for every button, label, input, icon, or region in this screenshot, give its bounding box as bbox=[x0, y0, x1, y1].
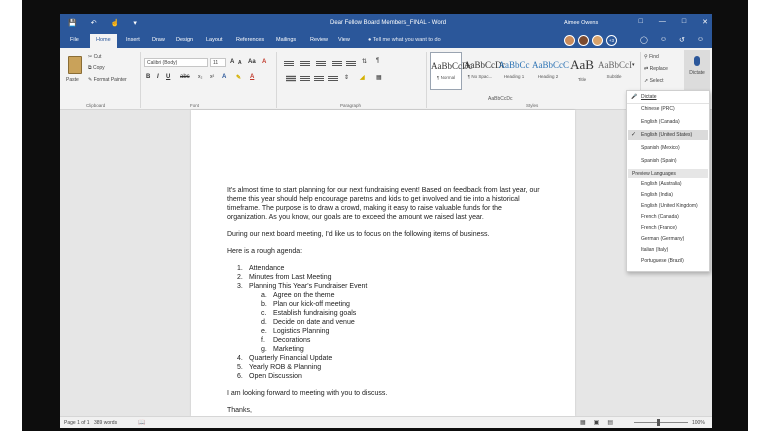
paste-button[interactable]: Paste bbox=[66, 77, 79, 83]
text-effects-icon[interactable]: A bbox=[222, 74, 227, 80]
replace-label: Replace bbox=[649, 66, 668, 72]
more-coauthors-badge[interactable]: +3 bbox=[606, 35, 617, 46]
tab-design[interactable]: Design bbox=[176, 37, 194, 43]
tab-file[interactable]: File bbox=[70, 37, 79, 43]
style-title[interactable] bbox=[566, 52, 598, 90]
list-item[interactable] bbox=[227, 363, 541, 372]
cursor-icon: ➚ bbox=[644, 78, 650, 84]
menu-item-language[interactable]: Spanish (Spain) bbox=[641, 158, 677, 164]
list-item[interactable] bbox=[227, 327, 541, 336]
menu-item-dictate[interactable]: Dictate bbox=[641, 94, 657, 100]
replace-button[interactable] bbox=[644, 66, 668, 72]
grow-font-icon[interactable]: A bbox=[230, 59, 235, 65]
menu-item-preview-language[interactable]: French (France) bbox=[641, 225, 677, 231]
list-number: b. bbox=[261, 301, 267, 308]
list-number: 6. bbox=[237, 373, 243, 380]
web-layout-icon[interactable]: ▤ bbox=[607, 420, 614, 426]
list-text: Marketing bbox=[273, 346, 304, 353]
menu-item-preview-language[interactable]: English (Australia) bbox=[641, 181, 682, 187]
close-icon[interactable]: ✕ bbox=[702, 19, 708, 26]
paragraph[interactable]: I am looking forward to meeting with you to discuss. bbox=[227, 390, 388, 397]
group-separator bbox=[276, 52, 277, 108]
list-text: Establish fundraising goals bbox=[273, 310, 357, 317]
format-painter-label: Format Painter bbox=[93, 77, 127, 83]
group-label-clipboard: Clipboard bbox=[86, 103, 106, 108]
select-button[interactable] bbox=[644, 78, 664, 84]
list-text: Planning This Year's Fundraiser Event bbox=[249, 283, 368, 290]
list-text: Attendance bbox=[249, 265, 285, 272]
menu-divider bbox=[627, 103, 709, 104]
strikethrough-icon[interactable]: abc bbox=[180, 74, 190, 80]
shading-icon[interactable]: ◢ bbox=[360, 75, 365, 81]
view-buttons bbox=[580, 419, 613, 426]
menu-item-preview-language[interactable]: English (United Kingdom) bbox=[641, 203, 698, 209]
list-number: 2. bbox=[237, 274, 243, 281]
style-sample: AaBbCcDc bbox=[464, 60, 506, 70]
sort-icon[interactable]: ⇅ bbox=[362, 59, 368, 65]
coauthor-avatar[interactable] bbox=[592, 35, 603, 46]
group-label-paragraph: Paragraph bbox=[340, 103, 362, 108]
print-layout-icon[interactable]: ▣ bbox=[593, 420, 600, 426]
list-text: Plan our kick-off meeting bbox=[273, 301, 350, 308]
list-text: Open Discussion bbox=[249, 373, 302, 380]
list-item[interactable] bbox=[227, 345, 541, 354]
document-area[interactable] bbox=[60, 110, 712, 416]
zoom-slider[interactable] bbox=[634, 422, 688, 423]
increase-indent-icon[interactable] bbox=[346, 60, 356, 67]
group-separator bbox=[140, 52, 141, 108]
status-bar bbox=[60, 416, 712, 428]
paragraph[interactable]: During our next board meeting, I'd like us to focus on the following items of business. bbox=[227, 231, 490, 238]
style-sample: AaBbCcDc bbox=[431, 61, 473, 71]
style-sample: AaBbCcI bbox=[598, 60, 632, 70]
style-no-spacing[interactable] bbox=[464, 52, 506, 90]
brush-icon: ✎ bbox=[88, 77, 94, 83]
tab-draw[interactable]: Draw bbox=[152, 37, 165, 43]
coauthor-avatar[interactable] bbox=[578, 35, 589, 46]
touch-mode-icon[interactable]: ☝ bbox=[110, 20, 120, 27]
menu-item-preview-language[interactable]: Italian (Italy) bbox=[641, 247, 669, 253]
show-marks-icon[interactable]: ¶ bbox=[376, 58, 380, 64]
replace-icon: ⇄ bbox=[644, 66, 650, 72]
style-name: Heading 2 bbox=[537, 74, 559, 79]
tab-view[interactable]: View bbox=[338, 37, 350, 43]
list-number: d. bbox=[261, 319, 267, 326]
font-size-dropdown[interactable]: 11 bbox=[210, 58, 226, 67]
maximize-icon[interactable]: □ bbox=[681, 18, 687, 25]
style-subtitle[interactable] bbox=[598, 52, 630, 90]
tell-me-box[interactable] bbox=[368, 37, 441, 43]
feedback-icon[interactable]: ☺ bbox=[696, 36, 704, 43]
tab-review[interactable]: Review bbox=[310, 37, 329, 43]
copy-label: Copy bbox=[92, 65, 105, 71]
copy-button[interactable] bbox=[88, 65, 105, 71]
menu-item-preview-language[interactable]: English (India) bbox=[641, 192, 673, 198]
tab-bar-actions bbox=[640, 36, 704, 44]
menu-item-preview-language[interactable]: French (Canada) bbox=[641, 214, 679, 220]
lightbulb-icon: ● bbox=[368, 37, 373, 43]
proofing-icon[interactable]: 📖 bbox=[138, 420, 146, 426]
list-text: Decide on date and venue bbox=[273, 319, 355, 326]
find-button[interactable] bbox=[644, 54, 659, 60]
subscript-icon[interactable]: x₂ bbox=[198, 74, 203, 80]
window-controls bbox=[639, 18, 708, 26]
group-separator bbox=[426, 52, 427, 108]
decrease-indent-icon[interactable] bbox=[332, 60, 342, 67]
dictate-language-menu bbox=[626, 90, 710, 272]
paragraph[interactable]: It's almost time to start planning for our next fundraising event! Based on feedback from last year, our theme this year should help encourage paretns and kids to get involved and tie into a historical timeframe. The purpose is to draw a crowd, making it easy to raise valuable funds for the organization. As you know, our goals are to exceed the amount we raised last year. bbox=[227, 187, 540, 221]
list-text: Yearly ROB & Planning bbox=[249, 364, 322, 371]
read-mode-icon[interactable]: ▦ bbox=[580, 420, 586, 426]
style-name: Heading 1 bbox=[503, 74, 525, 79]
dictate-label: Dictate bbox=[689, 70, 705, 76]
list-text: Logistics Planning bbox=[273, 328, 330, 335]
font-name-dropdown[interactable]: Calibri (Body) bbox=[144, 58, 208, 67]
group-label-font: Font bbox=[190, 103, 200, 108]
multilevel-list-icon[interactable] bbox=[316, 60, 326, 67]
history-icon[interactable]: ↺ bbox=[678, 37, 685, 44]
share-icon[interactable]: ☺ bbox=[659, 36, 667, 43]
list-number: 1. bbox=[237, 265, 243, 272]
cut-label: Cut bbox=[93, 54, 102, 60]
save-icon[interactable]: 💾 bbox=[68, 20, 77, 27]
clear-formatting-icon[interactable]: A bbox=[262, 59, 267, 65]
list-item[interactable] bbox=[227, 264, 541, 273]
menu-section-header: Preview Languages bbox=[628, 169, 708, 178]
copy-icon: ⧉ bbox=[88, 65, 93, 71]
tab-insert[interactable]: Insert bbox=[126, 37, 140, 43]
menu-item-preview-language[interactable]: Portuguese (Brazil) bbox=[641, 258, 684, 264]
select-label: Select bbox=[649, 78, 664, 84]
style-name: Subtitle bbox=[606, 74, 622, 79]
format-painter-button[interactable] bbox=[88, 77, 127, 83]
menu-item-language[interactable]: Chinese (PRC) bbox=[641, 106, 675, 112]
style-heading-1[interactable] bbox=[498, 52, 530, 90]
justify-icon[interactable] bbox=[328, 75, 338, 82]
document-page[interactable] bbox=[191, 110, 575, 416]
style-sample: AaBbCc bbox=[498, 60, 530, 70]
list-item[interactable] bbox=[227, 273, 541, 282]
list-number: f. bbox=[261, 337, 265, 344]
menu-item-language[interactable]: English (Canada) bbox=[641, 119, 680, 125]
list-number: 3. bbox=[237, 283, 243, 290]
checkmark-icon: ✓ bbox=[631, 132, 637, 138]
change-case-icon[interactable]: Aa bbox=[248, 59, 256, 65]
tell-me-text: Tell me what you want to do bbox=[372, 37, 441, 43]
list-number: 5. bbox=[237, 364, 243, 371]
highlight-icon[interactable]: ✎ bbox=[236, 75, 242, 81]
style-sample: AaBbCcC bbox=[532, 60, 569, 70]
closing-line[interactable]: Thanks, bbox=[227, 407, 252, 414]
search-icon: ⚲ bbox=[644, 54, 650, 60]
list-number: g. bbox=[261, 346, 267, 353]
user-name[interactable]: Aimee Owens bbox=[564, 20, 599, 26]
style-name: ¶ Normal bbox=[436, 75, 456, 80]
list-number: e. bbox=[261, 328, 267, 335]
document-body[interactable] bbox=[227, 186, 541, 423]
menu-mic-icon: 🎤 bbox=[631, 94, 638, 100]
align-right-icon[interactable] bbox=[314, 75, 324, 82]
list-text: Agree on the theme bbox=[273, 292, 335, 299]
line-spacing-icon[interactable]: ⇕ bbox=[344, 75, 350, 81]
tab-references[interactable]: References bbox=[236, 37, 265, 43]
styles-gallery bbox=[430, 52, 632, 96]
minimize-icon[interactable]: — bbox=[658, 18, 666, 25]
customize-qat-icon[interactable]: ▾ bbox=[133, 20, 137, 27]
quick-access-toolbar bbox=[68, 19, 137, 27]
style-heading-2[interactable] bbox=[532, 52, 569, 90]
list-number: 4. bbox=[237, 355, 243, 362]
find-label: Find bbox=[649, 54, 659, 60]
style-normal[interactable] bbox=[430, 52, 473, 90]
numbering-icon[interactable] bbox=[300, 60, 310, 67]
list-number: c. bbox=[261, 310, 267, 317]
ribbon-display-icon[interactable]: □ bbox=[638, 18, 643, 25]
agenda-list[interactable] bbox=[227, 264, 541, 381]
italic-icon[interactable]: I bbox=[157, 74, 159, 80]
word-count[interactable]: 389 words bbox=[94, 420, 118, 426]
menu-item-language[interactable]: Spanish (Mexico) bbox=[641, 145, 680, 151]
bold-icon[interactable]: B bbox=[146, 74, 151, 80]
shrink-font-icon[interactable]: A bbox=[238, 60, 242, 66]
scissors-icon: ✂ bbox=[88, 54, 94, 60]
style-sample: AaB bbox=[570, 57, 594, 72]
group-label-styles: Styles bbox=[526, 103, 539, 108]
tab-home[interactable]: Home bbox=[90, 34, 117, 48]
list-number: a. bbox=[261, 292, 267, 299]
paragraph[interactable]: Here is a rough agenda: bbox=[227, 248, 303, 255]
list-item[interactable] bbox=[227, 336, 541, 345]
skype-icon[interactable]: ◯ bbox=[639, 37, 648, 44]
list-item[interactable] bbox=[227, 372, 541, 381]
coauthors bbox=[564, 35, 617, 46]
borders-icon[interactable]: ▦ bbox=[376, 75, 382, 81]
cut-button[interactable] bbox=[88, 54, 101, 60]
tab-mailings[interactable]: Mailings bbox=[276, 37, 297, 43]
undo-icon[interactable]: ↶ bbox=[90, 20, 97, 27]
bullets-icon[interactable] bbox=[284, 60, 294, 67]
list-text: Decorations bbox=[273, 337, 311, 344]
zoom-level[interactable]: 100% bbox=[692, 420, 705, 426]
list-item[interactable] bbox=[227, 291, 541, 300]
align-left-icon[interactable] bbox=[286, 75, 296, 82]
title-bar bbox=[60, 14, 712, 34]
tab-layout[interactable]: Layout bbox=[206, 37, 223, 43]
coauthor-avatar[interactable] bbox=[564, 35, 575, 46]
window-title: Dear Fellow Board Members_FINAL - Word bbox=[330, 20, 447, 26]
superscript-icon[interactable]: x² bbox=[210, 74, 215, 80]
page-count[interactable]: Page 1 of 1 bbox=[64, 420, 90, 426]
paste-icon[interactable] bbox=[68, 56, 82, 74]
list-item[interactable] bbox=[227, 318, 541, 327]
style-name: Title bbox=[577, 77, 587, 82]
ribbon-home bbox=[60, 48, 712, 110]
styles-more-icon[interactable]: ▾ bbox=[632, 62, 635, 68]
list-item[interactable] bbox=[227, 354, 541, 363]
font-color-icon[interactable]: A bbox=[250, 74, 255, 80]
underline-icon[interactable]: U bbox=[166, 74, 171, 80]
ribbon-tabs bbox=[60, 34, 712, 48]
word-window bbox=[60, 14, 712, 428]
zoom-slider-thumb[interactable] bbox=[657, 419, 660, 426]
list-item[interactable] bbox=[227, 282, 541, 291]
list-text: Minutes from Last Meeting bbox=[249, 274, 332, 281]
align-center-icon[interactable] bbox=[300, 75, 310, 82]
list-item[interactable] bbox=[227, 309, 541, 318]
style-preview-text: AaBbCcDc bbox=[488, 96, 513, 102]
microphone-icon bbox=[694, 56, 700, 66]
style-name: ¶ No Spac... bbox=[467, 74, 493, 79]
menu-item-language-selected[interactable]: English (United States) bbox=[641, 132, 693, 138]
list-text: Quarterly Financial Update bbox=[249, 355, 333, 362]
menu-item-preview-language[interactable]: German (Germany) bbox=[641, 236, 685, 242]
list-item[interactable] bbox=[227, 300, 541, 309]
